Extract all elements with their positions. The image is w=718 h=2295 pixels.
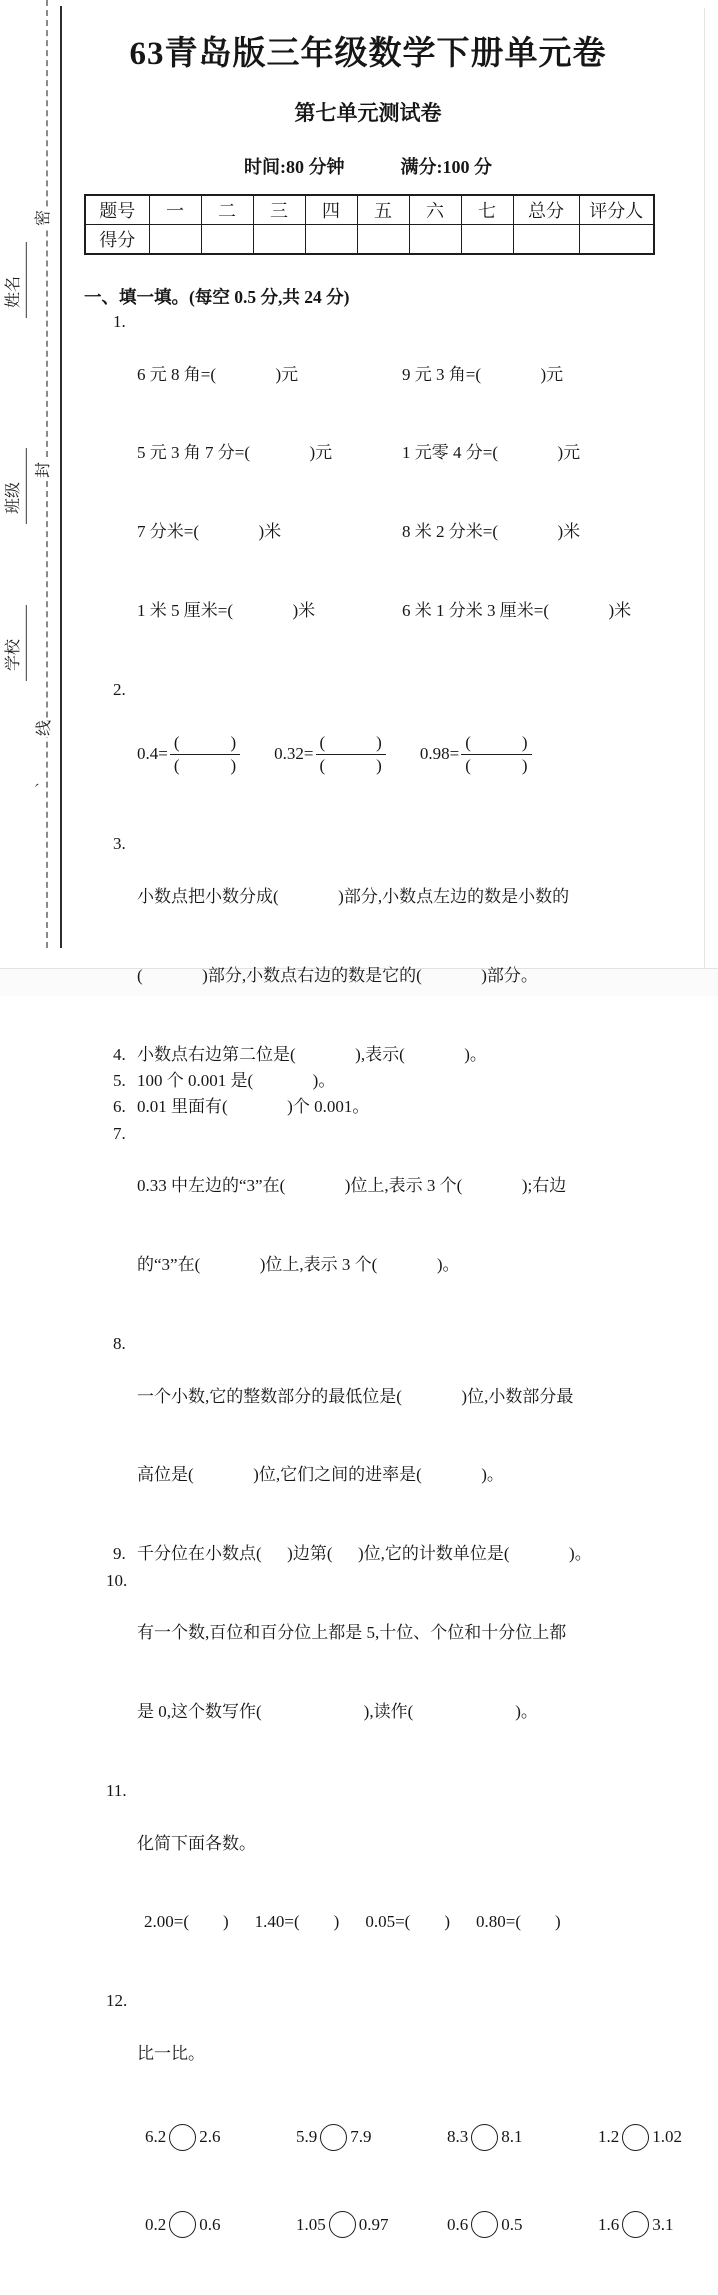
class-label: 班级 — [4, 481, 22, 515]
question-number: 1. — [113, 311, 126, 331]
question-text: ( )部分,小数点右边的数是它的( )部分。 — [137, 965, 538, 985]
compare-item: 1.05 0.97 — [296, 2211, 414, 2238]
student-name-blank-line — [7, 244, 23, 276]
score-cell-empty — [579, 224, 654, 254]
question-3 — [84, 831, 656, 1041]
school-field — [5, 605, 27, 681]
question-1-line-2: 5 元 3 角 7 分=( )元 1 元零 4 分=( )元 — [137, 443, 581, 463]
compare-circle — [622, 2211, 649, 2238]
fraction-item: 0.4= $\frac{( )}{( )}$ — [137, 733, 240, 776]
fraction — [461, 733, 531, 776]
simplify-item: 2.00=( ) — [144, 1912, 229, 1932]
score-row-label: 得分 — [85, 224, 149, 254]
question-text: 0.33 中左边的“3”在( )位上,表示 3 个( );右边 — [137, 1176, 567, 1196]
simplify-item: 0.80=( ) — [476, 1912, 561, 1932]
score-header-cell: 四 — [305, 195, 357, 225]
score-cell-empty — [149, 224, 201, 254]
fraction-item: 0.98= $\frac{( )}{( )}$ — [420, 733, 532, 776]
compare-item: 6.2 2.6 — [145, 2124, 263, 2151]
question-number: 12. — [106, 1991, 128, 2011]
school-label: 学校 — [4, 638, 22, 672]
question-number: 7. — [113, 1123, 126, 1143]
question-4 — [84, 1042, 656, 1068]
question-text: 千分位在小数点( )边第( )位,它的计数单位是( )。 — [137, 1544, 592, 1564]
question-text: 小数点把小数分成( )部分,小数点左边的数是小数的 — [137, 886, 570, 906]
question-10 — [84, 1568, 656, 1778]
seal-char-feng: 封 — [32, 461, 56, 479]
question-text: 是 0,这个数写作( ),读作( )。 — [137, 1702, 538, 1722]
school-blank-line — [7, 607, 23, 639]
question-12 — [84, 1988, 682, 2295]
question-11 — [84, 1778, 656, 1988]
page-title: 63青岛版三年级数学下册单元卷 — [129, 36, 607, 72]
question-text: 比一比。 — [137, 2043, 205, 2063]
question-number: 10. — [106, 1570, 128, 1590]
compare-item: 5.9 7.9 — [296, 2124, 414, 2151]
simplify-item: 0.05=( ) — [365, 1912, 451, 1932]
compare-item: 1.2 1.02 — [598, 2124, 716, 2151]
score-cell-empty — [305, 224, 357, 254]
class-field — [5, 448, 27, 524]
question-number: 9. — [113, 1544, 126, 1564]
simplify-item: 1.40=( ) — [254, 1912, 340, 1932]
exam-info-line — [66, 153, 670, 179]
compare-circle — [169, 2211, 196, 2238]
question-1 — [84, 309, 656, 677]
question-text: 有一个数,百位和百分位上都是 5,十位、个位和十分位上都 — [137, 1623, 567, 1643]
simplify-values-row — [137, 1909, 656, 1935]
question-7 — [84, 1121, 656, 1331]
question-1-line-4: 1 米 5 厘米=( )米 6 米 1 分米 3 厘米=( )米 — [137, 601, 632, 621]
seal-char-xian: 线 — [33, 719, 57, 737]
student-name-field — [5, 242, 27, 318]
stray-comma-mark: 、 — [25, 774, 41, 788]
compare-circle — [169, 2124, 196, 2151]
compare-item: 0.6 0.5 — [447, 2211, 565, 2238]
score-cell-empty — [513, 224, 579, 254]
score-header-cell: 六 — [409, 195, 461, 225]
compare-item: 0.2 0.6 — [145, 2211, 263, 2238]
score-cell-empty — [461, 224, 513, 254]
question-number: 2. — [113, 680, 126, 700]
full-score: 满分:100 分 — [400, 156, 492, 177]
question-number: 6. — [113, 1097, 126, 1117]
binding-solid-line — [60, 6, 62, 948]
score-cell-empty — [357, 224, 409, 254]
fraction-denominator: ( ) — [173, 755, 237, 775]
question-number: 8. — [113, 1333, 126, 1353]
compare-circle — [471, 2211, 498, 2238]
compare-circle — [471, 2124, 498, 2151]
score-cell-empty — [201, 224, 253, 254]
compare-circle — [320, 2124, 347, 2151]
score-header-cell: 二 — [201, 195, 253, 225]
exam-content — [66, 0, 682, 2295]
score-header-cell: 评分人 — [579, 195, 654, 225]
fraction — [316, 733, 386, 776]
fraction-denominator: ( ) — [465, 755, 528, 775]
question-text: 小数点右边第二位是( ),表示( )。 — [137, 1044, 487, 1064]
question-1-line-3: 7 分米=( )米 8 米 2 分米=( )米 — [137, 522, 581, 542]
score-header-cell: 总分 — [513, 195, 579, 225]
score-table-score-row — [85, 224, 654, 254]
compare-row-2 — [137, 2207, 674, 2242]
compare-item: 8.3 8.1 — [447, 2124, 565, 2151]
score-header-cell: 三 — [253, 195, 305, 225]
compare-circle — [622, 2124, 649, 2151]
fraction-numerator: ( ) — [316, 733, 386, 755]
score-table — [84, 194, 655, 255]
question-text: 化简下面各数。 — [137, 1833, 256, 1853]
score-header-cell: 题号 — [85, 195, 149, 225]
fraction — [170, 733, 240, 776]
seal-char-mi: 密 — [32, 209, 56, 227]
question-number: 4. — [113, 1044, 126, 1064]
question-9 — [84, 1541, 656, 1567]
right-edge-line — [704, 8, 705, 968]
score-header-cell: 七 — [461, 195, 513, 225]
unit-subtitle: 第七单元测试卷 — [294, 100, 442, 125]
compare-circle — [329, 2211, 356, 2238]
question-text: 的“3”在( )位上,表示 3 个( )。 — [137, 1255, 460, 1275]
compare-row-1 — [137, 2120, 682, 2155]
student-name-label: 姓名 — [4, 275, 22, 309]
time-limit: 时间:80 分钟 — [244, 156, 345, 177]
question-6 — [84, 1094, 656, 1120]
question-8 — [84, 1331, 656, 1541]
question-text: 0.01 里面有( )个 0.001。 — [137, 1097, 370, 1117]
question-number: 11. — [106, 1780, 127, 1800]
score-cell-empty — [253, 224, 305, 254]
question-number: 3. — [113, 834, 126, 854]
fraction-denominator: ( ) — [319, 755, 382, 775]
questions-block — [84, 309, 682, 2295]
question-text: 100 个 0.001 是( )。 — [137, 1070, 336, 1090]
question-1-line-1: 6 元 8 角=( )元 9 元 3 角=( )元 — [137, 364, 564, 384]
question-5 — [84, 1068, 656, 1094]
compare-item: 1.6 3.1 — [598, 2211, 716, 2238]
score-cell-empty — [409, 224, 461, 254]
question-text: 高位是( )位,它们之间的进率是( )。 — [137, 1465, 504, 1485]
score-header-cell: 五 — [357, 195, 409, 225]
fraction-item: 0.32= $\frac{( )}{( )}$ — [274, 733, 386, 776]
score-header-cell: 一 — [149, 195, 201, 225]
class-blank-line — [7, 450, 23, 482]
question-2 — [84, 677, 656, 831]
score-table-header-row — [85, 195, 654, 225]
question-number: 5. — [113, 1070, 126, 1090]
fraction-numerator: ( ) — [461, 733, 531, 755]
question-text: 一个小数,它的整数部分的最低位是( )位,小数部分最 — [137, 1386, 574, 1406]
section-one-heading: 一、填一填。(每空 0.5 分,共 24 分) — [84, 286, 350, 307]
fraction-numerator: ( ) — [170, 733, 240, 755]
